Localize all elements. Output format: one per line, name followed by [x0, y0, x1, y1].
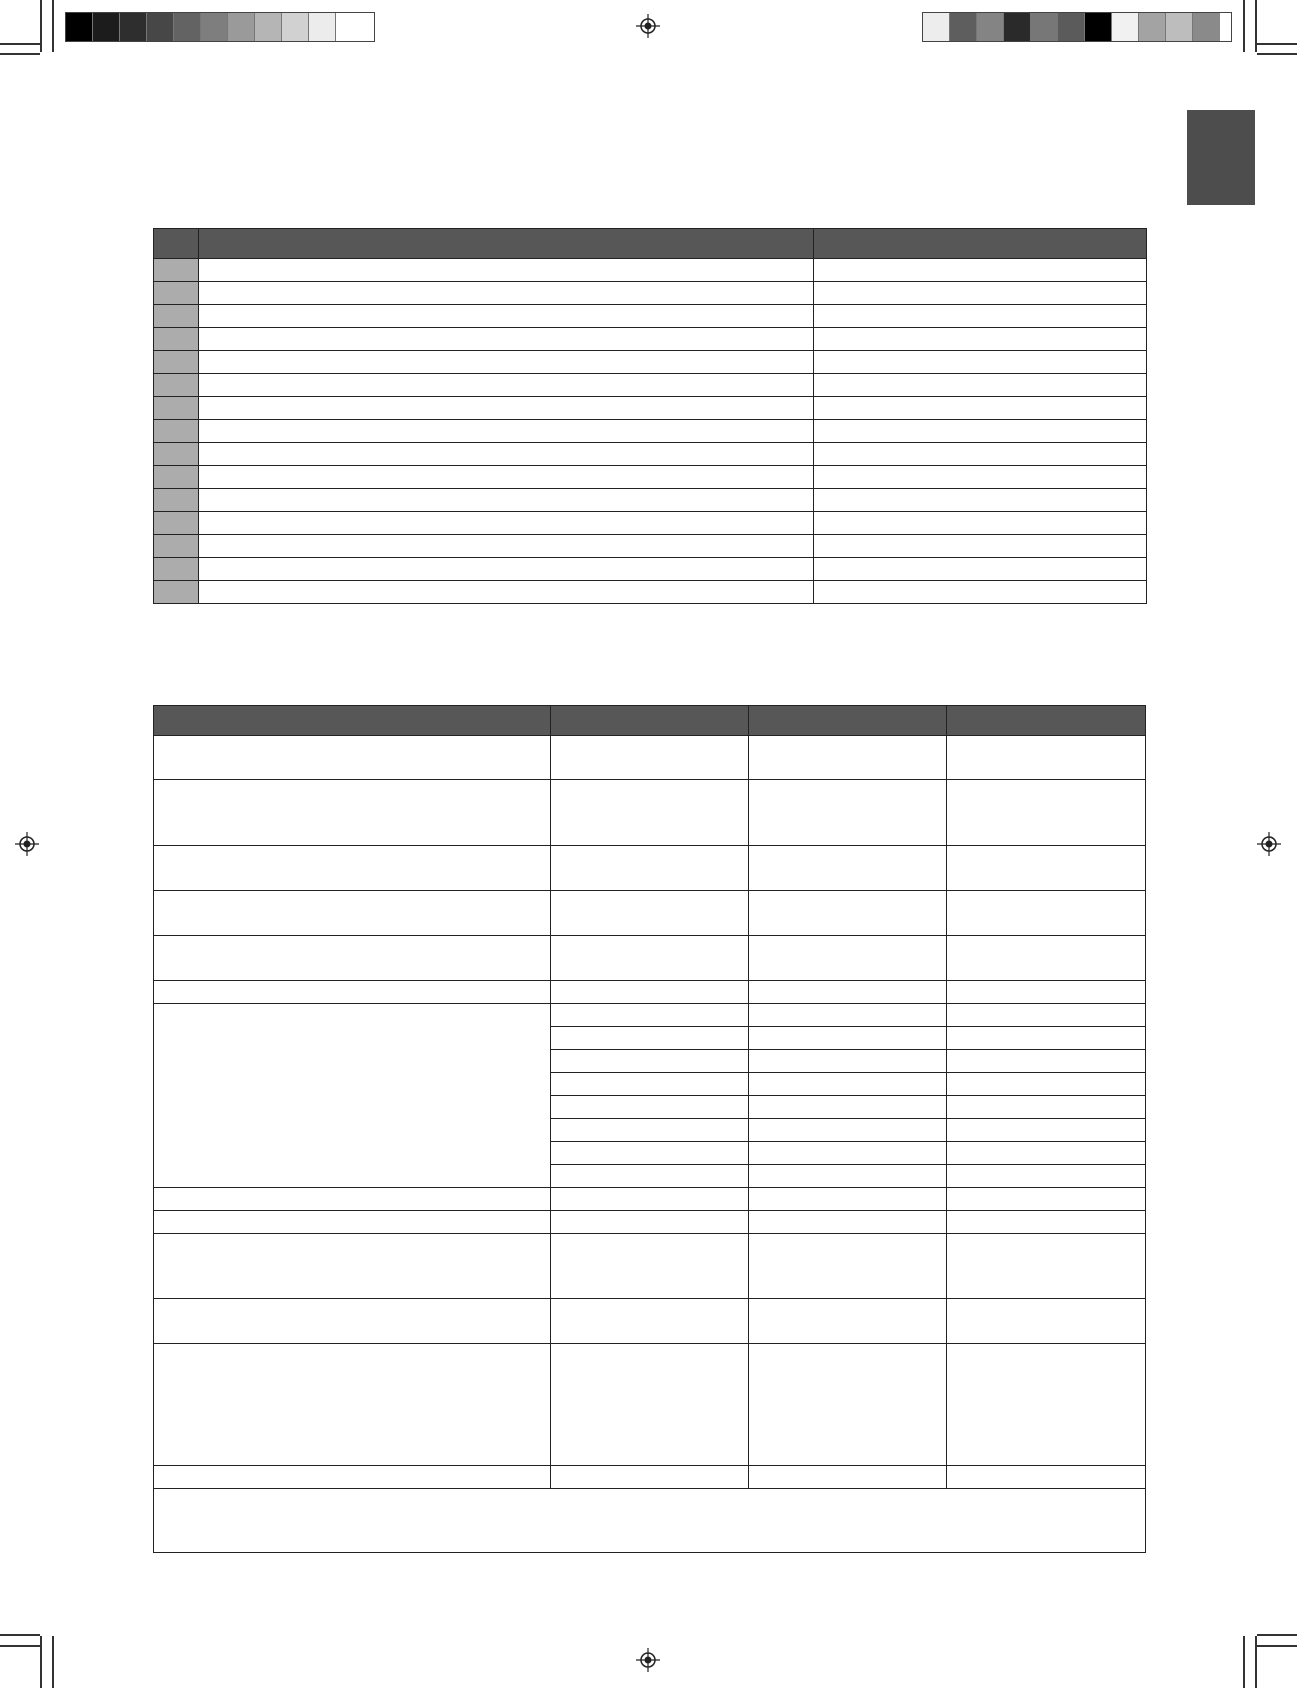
color-swatch: [147, 13, 174, 41]
table-cell: [947, 1211, 1146, 1234]
color-swatch: [950, 13, 977, 41]
table-header-cell: [814, 229, 1147, 259]
color-swatch: [336, 13, 363, 41]
table-row: [154, 1211, 1146, 1234]
registration-mark-icon: [1257, 832, 1281, 856]
table-cell: [154, 282, 199, 305]
table-row: [154, 558, 1147, 581]
table-cell: [749, 891, 947, 936]
color-swatch: [923, 13, 950, 41]
table-cell: [814, 305, 1147, 328]
table-cell: [947, 1142, 1146, 1165]
table-row: [154, 397, 1147, 420]
table-cell: [551, 1466, 749, 1489]
table-row: [154, 1299, 1146, 1344]
crop-mark-icon: [1257, 53, 1297, 55]
right-color-bar: [922, 12, 1232, 42]
table-cell: [749, 1234, 947, 1299]
table-cell: [947, 736, 1146, 780]
table-row: [154, 282, 1147, 305]
color-swatch: [1193, 13, 1220, 41]
table-cell: [749, 981, 947, 1004]
table-cell: [154, 443, 199, 466]
table-cell: [947, 1119, 1146, 1142]
crop-mark-icon: [1243, 0, 1245, 52]
table-cell: [199, 489, 814, 512]
table-header-cell: [551, 706, 749, 736]
table-cell: [749, 1299, 947, 1344]
table-cell: [749, 736, 947, 780]
table-cell: [551, 1299, 749, 1344]
color-swatch: [93, 13, 120, 41]
table-cell: [749, 1344, 947, 1466]
table-cell: [947, 1188, 1146, 1211]
table-cell: [814, 535, 1147, 558]
table-cell: [154, 259, 199, 282]
table-cell: [551, 1234, 749, 1299]
table-cell: [154, 581, 199, 604]
table-cell: [199, 558, 814, 581]
section-tab: [1187, 110, 1255, 205]
table-cell: [551, 936, 749, 981]
table-cell: [551, 1119, 749, 1142]
table-row: [154, 374, 1147, 397]
table-row: [154, 489, 1147, 512]
table-row: [154, 1344, 1146, 1466]
table-cell: [551, 846, 749, 891]
table-cell: [154, 1234, 551, 1299]
table-cell: [749, 1211, 947, 1234]
table-cell: [551, 1165, 749, 1188]
crop-mark-icon: [52, 1636, 54, 1688]
table-cell: [154, 420, 199, 443]
color-swatch: [174, 13, 201, 41]
table-cell: [154, 780, 551, 846]
table-cell: [551, 891, 749, 936]
table-cell: [947, 1344, 1146, 1466]
crop-mark-icon: [0, 43, 40, 45]
table-row: [154, 1188, 1146, 1211]
table-cell: [749, 936, 947, 981]
table-cell: [199, 420, 814, 443]
color-swatch: [309, 13, 336, 41]
crop-mark-icon: [40, 1636, 42, 1688]
color-swatch: [1085, 13, 1112, 41]
crop-mark-icon: [1255, 1636, 1257, 1688]
table-row: [154, 1489, 1146, 1553]
table-cell: [947, 1466, 1146, 1489]
table-row: [154, 305, 1147, 328]
table-cell: [154, 558, 199, 581]
table-cell: [154, 1344, 551, 1466]
table-cell: [154, 891, 551, 936]
table-cell: [199, 535, 814, 558]
table-cell: [199, 351, 814, 374]
table-cell: [814, 259, 1147, 282]
table-cell: [551, 736, 749, 780]
table-cell: [749, 1096, 947, 1119]
table-cell: [154, 1211, 551, 1234]
table-cell: [199, 305, 814, 328]
crop-mark-icon: [40, 0, 42, 52]
table-cell: [814, 420, 1147, 443]
table-cell: [749, 1027, 947, 1050]
table-cell: [749, 1165, 947, 1188]
table-row: [154, 981, 1146, 1004]
table-row: [154, 466, 1147, 489]
table-cell: [749, 846, 947, 891]
table-cell: [551, 1211, 749, 1234]
table-cell: [814, 466, 1147, 489]
table-cell: [154, 328, 199, 351]
table-cell: [749, 1142, 947, 1165]
table-cell: [551, 1004, 749, 1027]
table-cell: [154, 351, 199, 374]
table-cell: [551, 1344, 749, 1466]
color-swatch: [977, 13, 1004, 41]
table-cell: [947, 1234, 1146, 1299]
color-swatch: [282, 13, 309, 41]
color-swatch: [255, 13, 282, 41]
table-row: [154, 1466, 1146, 1489]
crop-mark-icon: [1243, 1636, 1245, 1688]
table-cell: [814, 282, 1147, 305]
crop-mark-icon: [1257, 1634, 1297, 1636]
color-swatch: [201, 13, 228, 41]
table-cell: [154, 981, 551, 1004]
table-cell: [947, 1027, 1146, 1050]
table-cell: [154, 512, 199, 535]
color-swatch: [1112, 13, 1139, 41]
table-cell: [814, 351, 1147, 374]
color-swatch: [1004, 13, 1031, 41]
table-cell: [199, 512, 814, 535]
table-row: [154, 780, 1146, 846]
table-cell: [947, 981, 1146, 1004]
crop-mark-icon: [52, 0, 54, 52]
table-footnote: [154, 1489, 1146, 1553]
table-row: [154, 259, 1147, 282]
table-cell: [154, 1299, 551, 1344]
table-cell: [154, 397, 199, 420]
color-swatch: [1166, 13, 1193, 41]
table-row: [154, 328, 1147, 351]
table-cell: [947, 1299, 1146, 1344]
crop-mark-icon: [0, 1645, 40, 1647]
table-cell: [947, 891, 1146, 936]
table-header-row: [154, 706, 1146, 736]
table-row: [154, 736, 1146, 780]
table-cell: [154, 374, 199, 397]
table-cell: [154, 1004, 551, 1188]
table-row: [154, 1004, 1146, 1027]
table-cell: [551, 981, 749, 1004]
table-cell: [551, 1050, 749, 1073]
table-cell: [551, 1073, 749, 1096]
table-header-cell: [154, 706, 551, 736]
table-cell: [154, 1188, 551, 1211]
table-row: [154, 846, 1146, 891]
table-cell: [154, 1466, 551, 1489]
table-row: [154, 512, 1147, 535]
table-cell: [947, 936, 1146, 981]
table-cell: [814, 397, 1147, 420]
table-cell: [814, 581, 1147, 604]
table-row: [154, 420, 1147, 443]
table-row: [154, 936, 1146, 981]
table-header-cell: [947, 706, 1146, 736]
table-cell: [947, 780, 1146, 846]
table-header-cell: [199, 229, 814, 259]
table-cell: [749, 1119, 947, 1142]
crop-mark-icon: [0, 53, 40, 55]
table-cell: [551, 780, 749, 846]
table-cell: [947, 1096, 1146, 1119]
table-row: [154, 535, 1147, 558]
crop-mark-icon: [1257, 43, 1297, 45]
crop-mark-icon: [1257, 1645, 1297, 1647]
table-cell: [551, 1027, 749, 1050]
crop-mark-icon: [0, 1634, 40, 1636]
color-swatch: [1031, 13, 1058, 41]
table-header-cell: [154, 229, 199, 259]
table-cell: [947, 1073, 1146, 1096]
table-cell: [199, 259, 814, 282]
specifications-table: [153, 705, 1146, 1553]
table-cell: [154, 305, 199, 328]
registration-mark-icon: [15, 832, 39, 856]
table-cell: [154, 736, 551, 780]
table-cell: [814, 328, 1147, 351]
table-row: [154, 891, 1146, 936]
table-cell: [814, 512, 1147, 535]
table-row: [154, 581, 1147, 604]
table-cell: [199, 397, 814, 420]
table-cell: [947, 1050, 1146, 1073]
table-row: [154, 443, 1147, 466]
table-cell: [199, 443, 814, 466]
table-cell: [199, 282, 814, 305]
color-swatch: [66, 13, 93, 41]
left-color-bar: [65, 12, 375, 42]
table-cell: [199, 466, 814, 489]
table-row: [154, 351, 1147, 374]
color-swatch: [1139, 13, 1166, 41]
table-cell: [749, 1466, 947, 1489]
table-cell: [749, 1073, 947, 1096]
table-cell: [749, 780, 947, 846]
table-cell: [749, 1004, 947, 1027]
table-cell: [154, 535, 199, 558]
table-header-cell: [749, 706, 947, 736]
registration-mark-icon: [636, 1648, 660, 1672]
table-cell: [199, 374, 814, 397]
table-cell: [199, 581, 814, 604]
table-cell: [749, 1188, 947, 1211]
table-cell: [551, 1188, 749, 1211]
table-cell: [154, 466, 199, 489]
table-cell: [199, 328, 814, 351]
table-cell: [814, 489, 1147, 512]
table-row: [154, 1234, 1146, 1299]
table-cell: [154, 936, 551, 981]
table-cell: [947, 846, 1146, 891]
table-cell: [814, 558, 1147, 581]
color-swatch: [228, 13, 255, 41]
table-cell: [814, 374, 1147, 397]
color-swatch: [1058, 13, 1085, 41]
table-header-row: [154, 229, 1147, 259]
table-cell: [551, 1142, 749, 1165]
table-cell: [749, 1050, 947, 1073]
table-cell: [154, 846, 551, 891]
table-cell: [947, 1165, 1146, 1188]
registration-mark-icon: [636, 14, 660, 38]
parts-table: [153, 228, 1147, 604]
table-cell: [154, 489, 199, 512]
table-cell: [947, 1004, 1146, 1027]
color-swatch: [120, 13, 147, 41]
table-cell: [814, 443, 1147, 466]
table-cell: [551, 1096, 749, 1119]
